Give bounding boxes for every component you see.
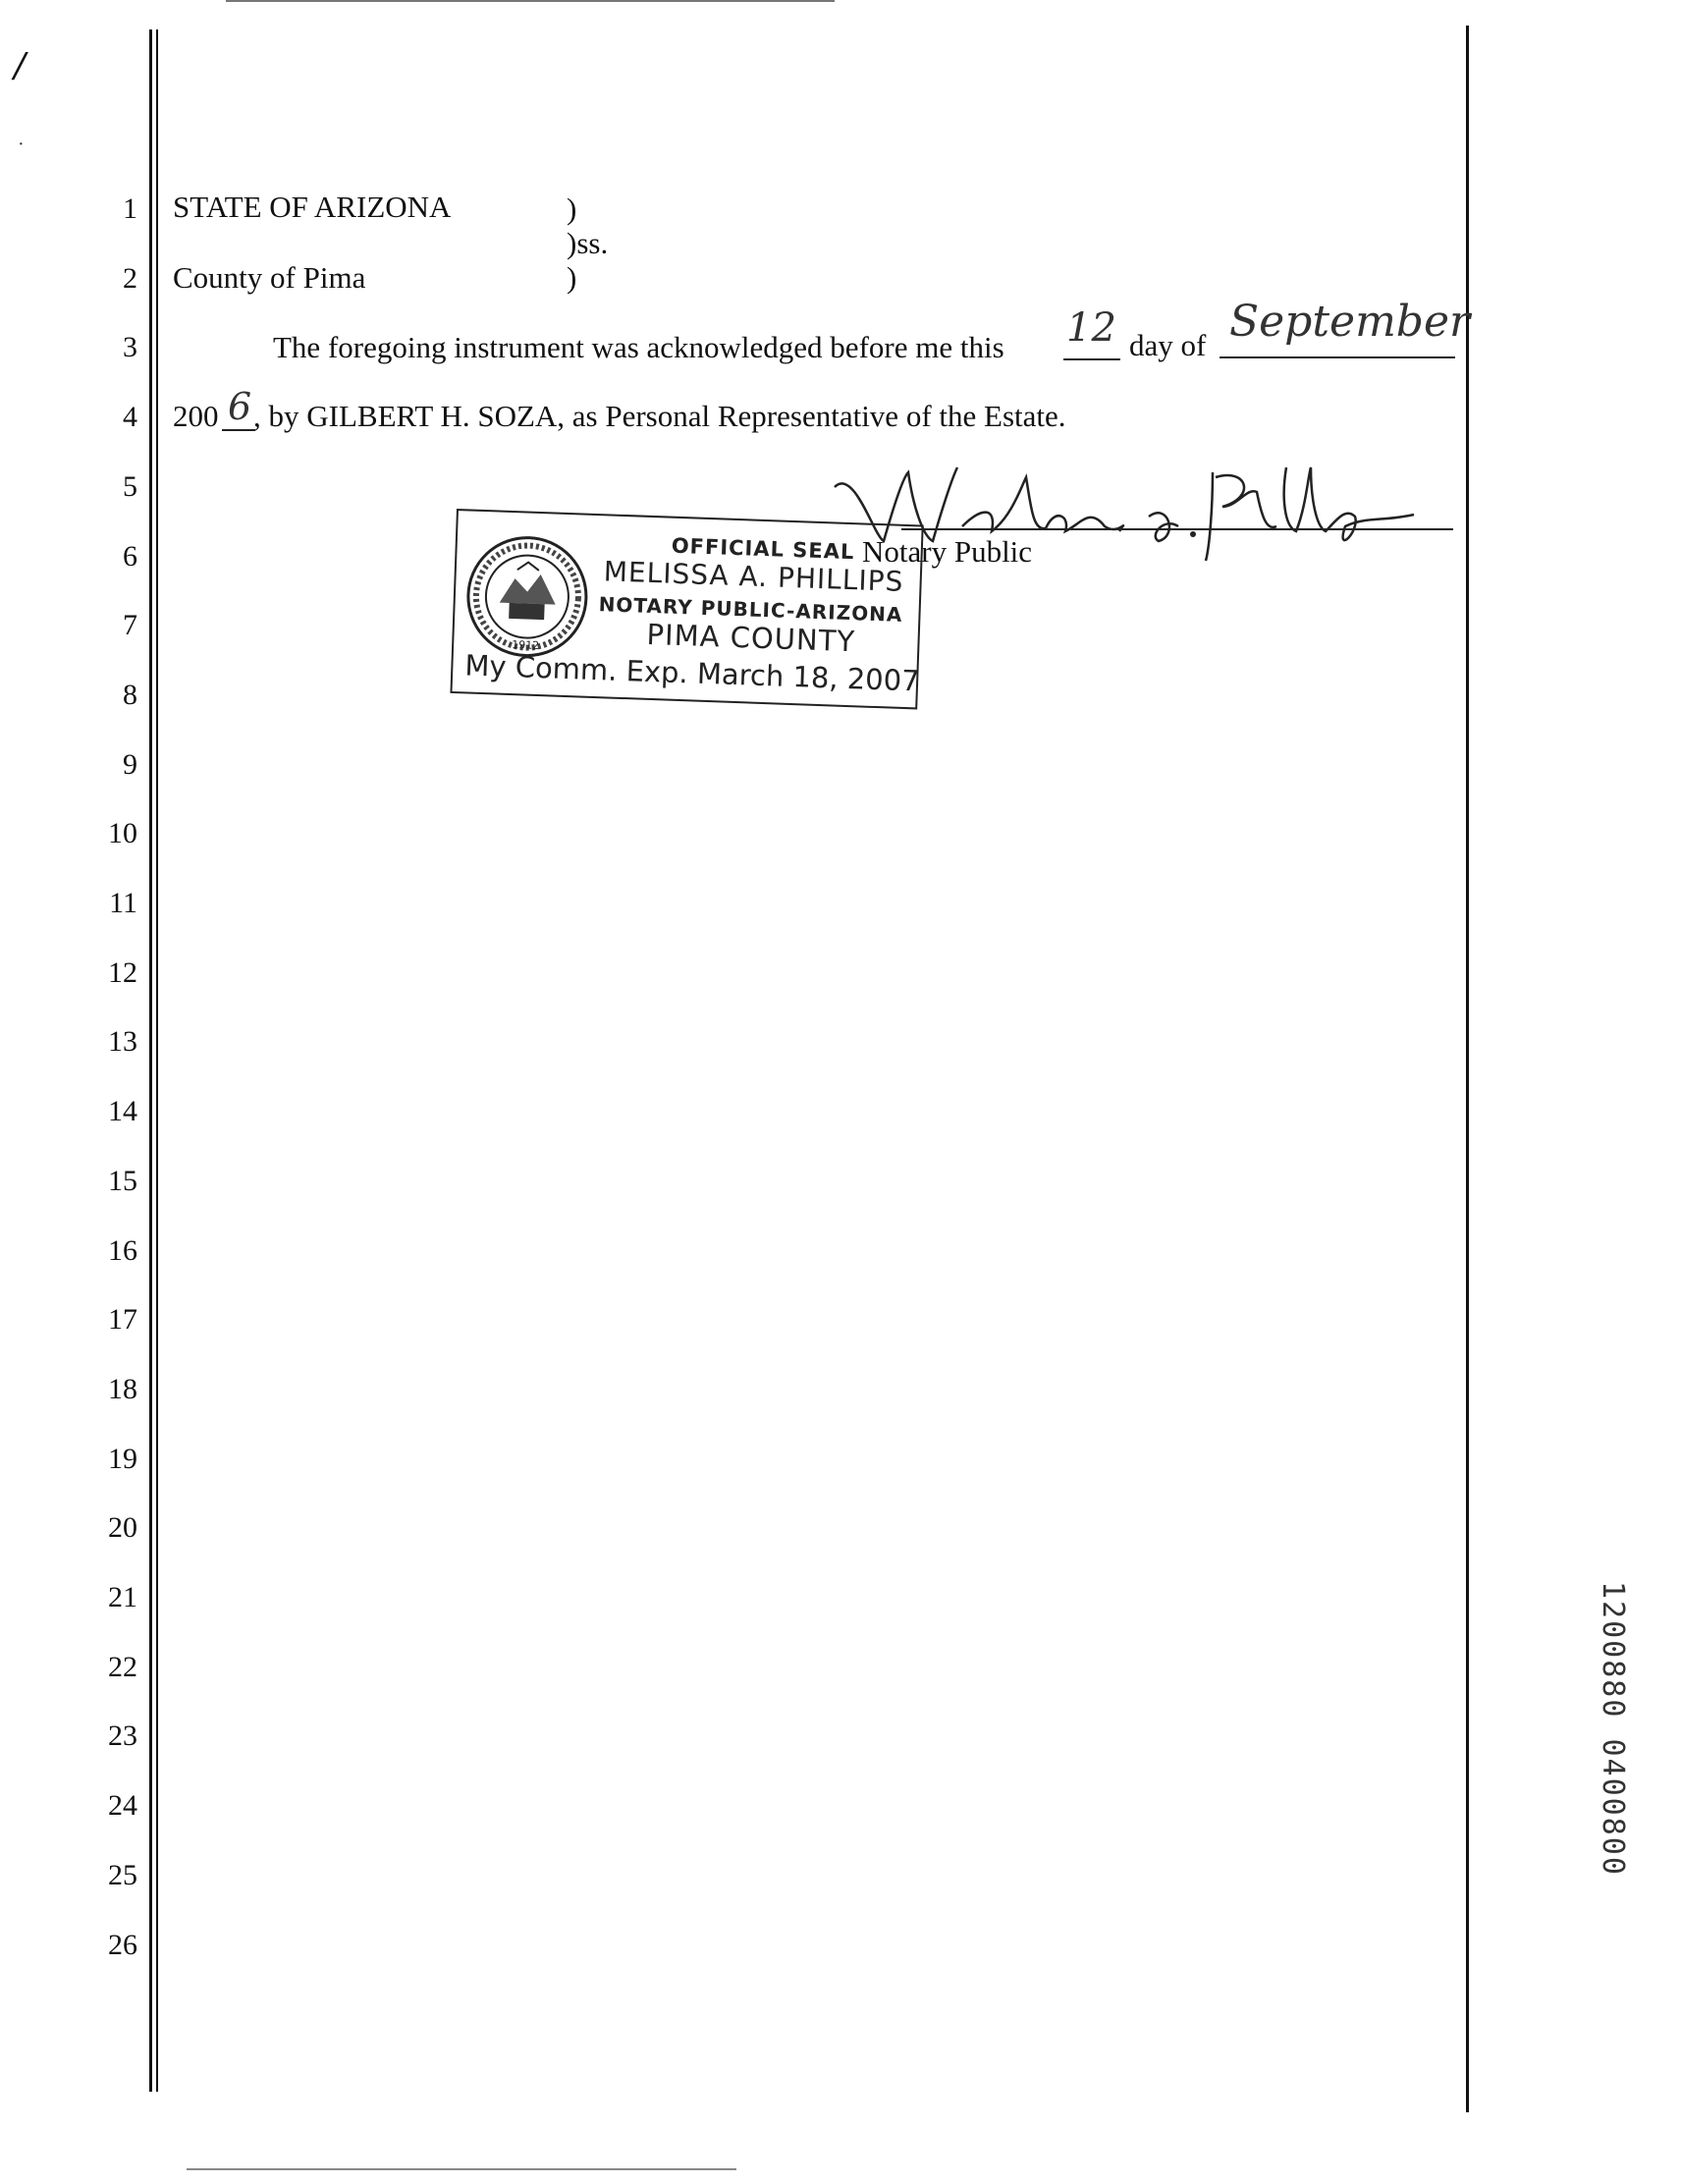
left-margin-rule (149, 29, 152, 2092)
state-seal-icon (463, 532, 591, 660)
venue-county: County of Pima (173, 260, 366, 295)
stamp-county: PIMA COUNTY (646, 617, 856, 659)
margin-pen-mark: / (14, 44, 26, 89)
day-blank (1063, 358, 1120, 360)
notary-stamp (450, 509, 923, 709)
signature-line (901, 528, 1453, 530)
top-edge-mark (226, 0, 835, 2)
handwritten-month: September (1229, 297, 1471, 347)
line-number: 4 (123, 401, 137, 434)
line-number: 5 (123, 469, 137, 503)
line-number: 2 (123, 261, 137, 295)
line-number: 6 (123, 539, 137, 573)
line-number: 15 (108, 1164, 137, 1197)
line-number: 19 (108, 1442, 137, 1475)
stamp-notary-name: MELISSA A. PHILLIPS (603, 555, 904, 598)
line-number: 8 (123, 678, 137, 711)
line-number: 11 (109, 887, 137, 919)
svg-text:1912: 1912 (511, 638, 540, 653)
handwritten-day: 12 (1066, 305, 1116, 351)
venue-paren-bottom: ) (567, 260, 577, 295)
line-number: 25 (108, 1858, 137, 1891)
line-number: 13 (108, 1025, 137, 1059)
line-number: 17 (108, 1303, 137, 1337)
line-number: 23 (108, 1720, 137, 1753)
acknowledgment-lead: The foregoing instrument was acknowledged before me this (273, 330, 1004, 364)
line-number: 10 (108, 817, 137, 850)
line-number: 1 (123, 192, 137, 225)
left-margin-rule-inner (156, 29, 158, 2092)
line-number: 3 (123, 331, 137, 364)
venue-ss: )ss. (567, 226, 609, 260)
bottom-edge-mark (187, 2168, 736, 2170)
year-prefix: 200 (173, 399, 219, 433)
line-number: 21 (108, 1581, 137, 1613)
line-number: 18 (108, 1372, 137, 1405)
notary-title: Notary Public (862, 534, 1033, 569)
venue-state: STATE OF ARIZONA (173, 190, 452, 224)
bates-number: 1200880 0400800 (1596, 1581, 1630, 1877)
line-number: 14 (108, 1095, 137, 1128)
venue-paren-top: ) (567, 191, 577, 226)
margin-dot-mark: · (18, 134, 25, 155)
acknowledgment-rest: , by GILBERT H. SOZA, as Personal Representative of the Estate. (253, 399, 1066, 433)
day-of-text: day of (1129, 328, 1207, 362)
signature-text: Melissa A. Phillips (825, 448, 833, 449)
line-number: 26 (108, 1928, 137, 1961)
line-number: 16 (108, 1233, 137, 1267)
line-number: 20 (108, 1511, 137, 1545)
line-number: 22 (108, 1650, 137, 1683)
month-blank (1220, 356, 1455, 358)
line-number: 9 (123, 747, 137, 781)
stamp-official-seal: OFFICIAL SEAL (671, 533, 855, 565)
stamp-commission-expiry: My Comm. Exp. March 18, 2007 (463, 648, 921, 698)
stamp-notary-state: NOTARY PUBLIC-ARIZONA (598, 592, 903, 627)
line-number: 7 (123, 609, 137, 642)
year-blank (222, 429, 255, 431)
line-number: 12 (108, 956, 137, 989)
handwritten-year-digit: 6 (228, 385, 252, 428)
line-number: 24 (108, 1789, 137, 1823)
